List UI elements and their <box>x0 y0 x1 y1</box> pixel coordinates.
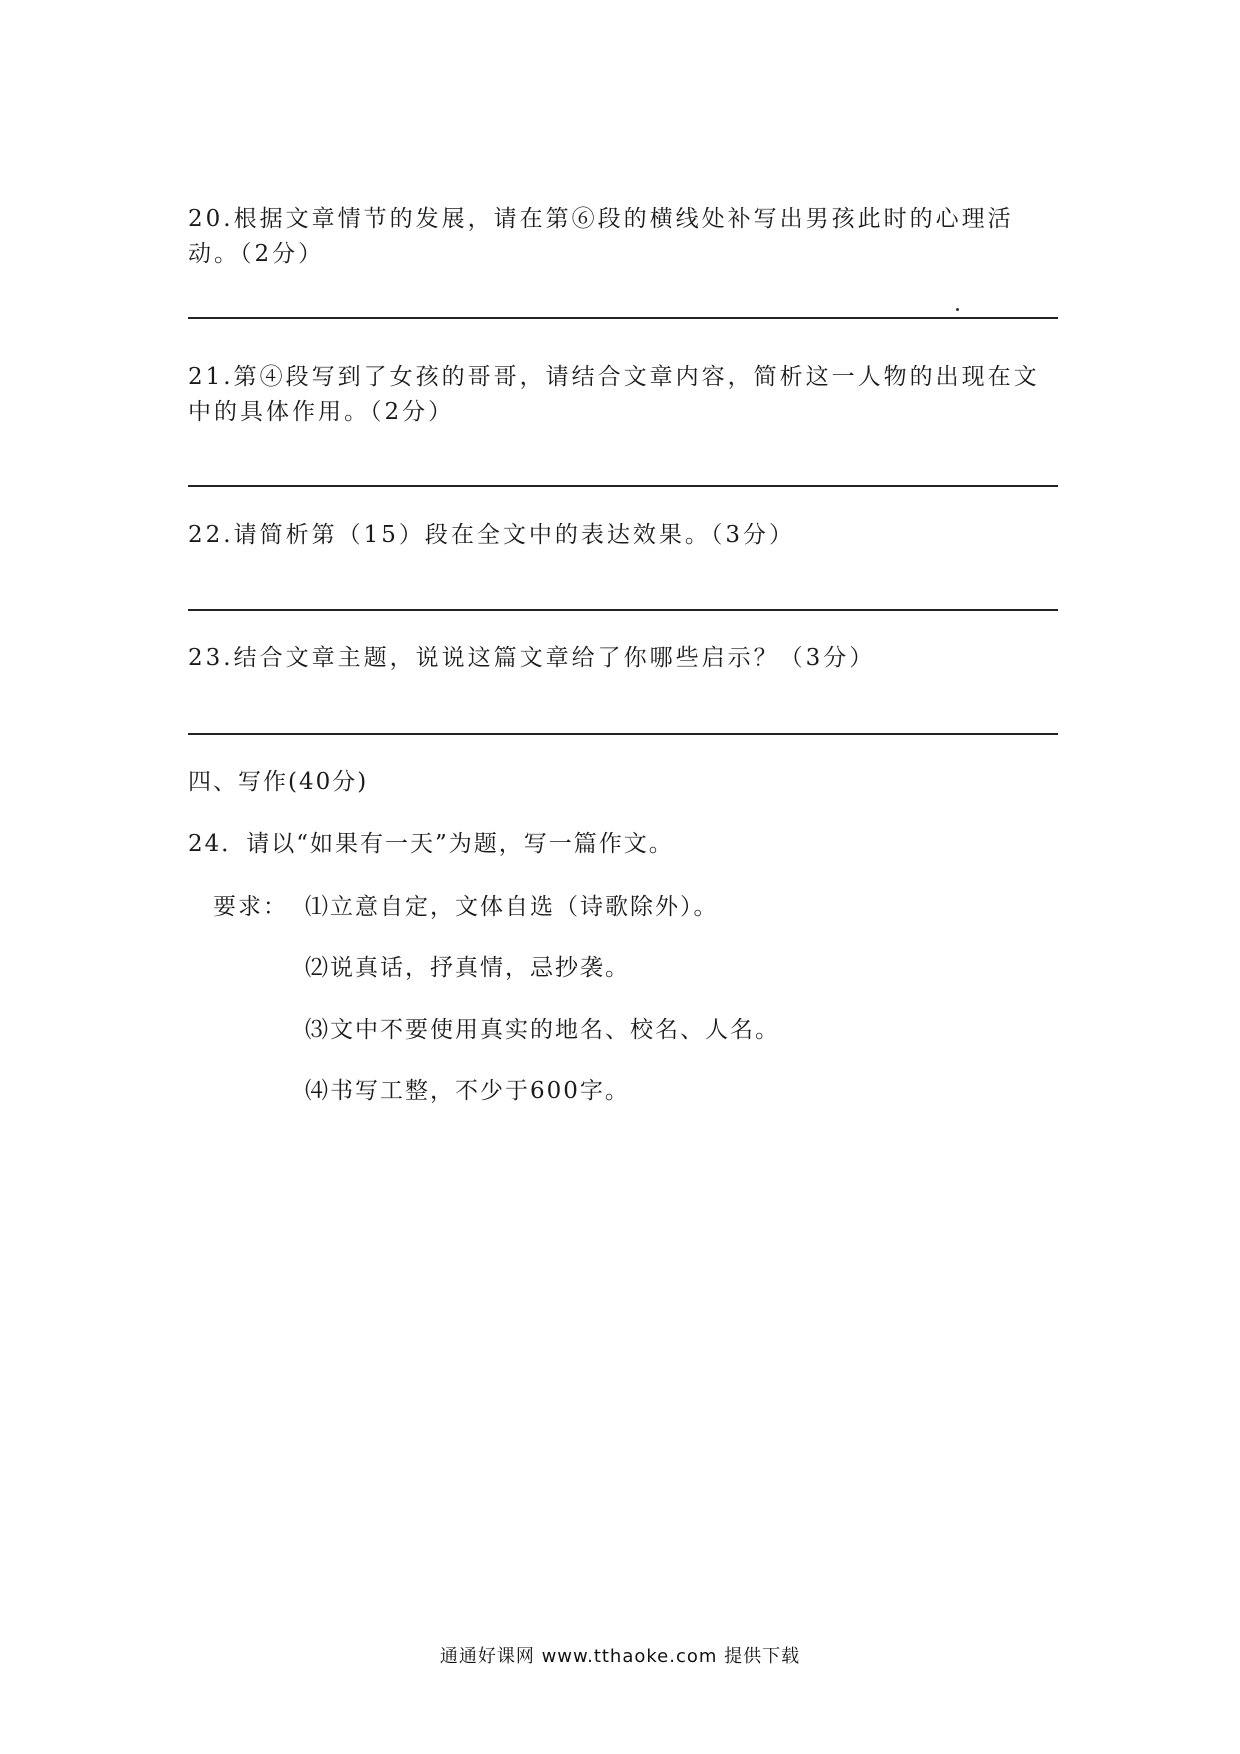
writing-question-24: 24．请以“如果有一天”为题，写一篇作文。 <box>188 831 674 857</box>
answer-line-21 <box>188 485 1058 487</box>
requirement-item-3: ⑶文中不要使用真实的地名、校名、人名。 <box>305 1017 780 1043</box>
requirement-item-2: ⑵说真话，抒真情，忌抄袭。 <box>305 955 630 981</box>
answer-line-23 <box>188 733 1058 735</box>
question-23: 23.结合文章主题，说说这篇文章给了你哪些启示？（3分） <box>188 645 876 671</box>
question-22: 22.请简析第（15）段在全文中的表达效果。（3分） <box>188 522 795 548</box>
requirement-item-1: ⑴立意自定，文体自选（诗歌除外）。 <box>305 894 719 920</box>
answer-line-20 <box>188 317 1058 319</box>
scan-speck <box>956 308 959 311</box>
question-20: 20.根据文章情节的发展，请在第⑥段的横线处补写出男孩此时的心理活动。（2分） <box>188 206 1014 267</box>
question-21: 21.第④段写到了女孩的哥哥，请结合文章内容，简析这一人物的出现在文中的具体作用。（2分） <box>188 364 1040 425</box>
requirements-label: 要求： <box>213 894 288 920</box>
writing-section-title: 四、写作(40分) <box>188 769 369 795</box>
footer-source: 通通好课网 www.tthaoke.com 提供下载 <box>439 1646 801 1667</box>
answer-line-22 <box>188 609 1058 611</box>
requirement-item-4: ⑷书写工整，不少于600字。 <box>305 1078 630 1104</box>
